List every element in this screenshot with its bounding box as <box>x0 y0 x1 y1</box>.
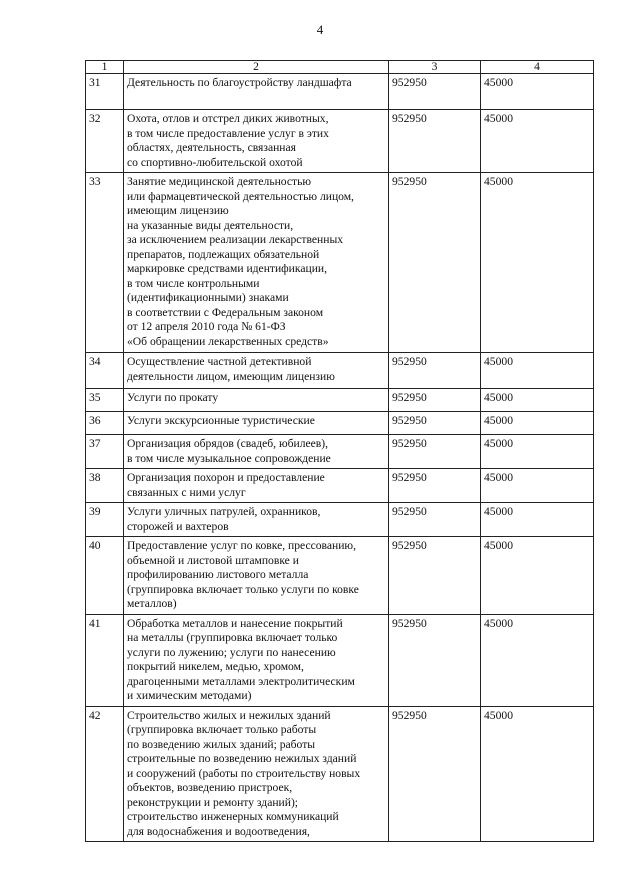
row-code: 952950 <box>389 74 481 110</box>
row-description: Осуществление частной детективной деятельности лицом, имеющим лицензию <box>124 353 389 389</box>
row-number: 35 <box>86 389 124 412</box>
row-number: 37 <box>86 435 124 469</box>
table-header-row <box>86 61 594 74</box>
row-amount: 45000 <box>481 412 594 435</box>
table-row <box>86 706 594 842</box>
row-amount: 45000 <box>481 435 594 469</box>
row-number: 41 <box>86 614 124 706</box>
row-code: 952950 <box>389 503 481 537</box>
row-number: 38 <box>86 469 124 503</box>
row-code: 952950 <box>389 614 481 706</box>
row-code: 952950 <box>389 435 481 469</box>
row-description: Услуги уличных патрулей, охранников, сторожей и вахтеров <box>124 503 389 537</box>
row-code: 952950 <box>389 469 481 503</box>
table-row <box>86 74 594 110</box>
row-description: Услуги экскурсионные туристические <box>124 412 389 435</box>
table-row <box>86 537 594 615</box>
row-description: Обработка металлов и нанесение покрытий на металлы (группировка включает только услуги по лужению; услуги по нанесению покрытий никелем, медью, хромом, драгоценными металлами электролитическим и химическим методами) <box>124 614 389 706</box>
row-amount: 45000 <box>481 614 594 706</box>
row-description: Занятие медицинской деятельностью или фармацевтической деятельностью лицом, имеющим лицензию на указанные виды деятельности, за исключением реализации лекарственных препаратов, подлежащих обязательной маркировке средствами идентификации, в том числе контрольными (идентификационными) знаками в соответствии с Федеральным законом от 12 апреля 2010 года № 61-ФЗ «Об обращении лекарственных средств» <box>124 173 389 353</box>
row-amount: 45000 <box>481 353 594 389</box>
table-body <box>86 74 594 842</box>
row-number: 39 <box>86 503 124 537</box>
row-description: Организация похорон и предоставление связанных с ними услуг <box>124 469 389 503</box>
row-number: 40 <box>86 537 124 615</box>
column-header-4: 4 <box>481 61 594 74</box>
row-amount: 45000 <box>481 389 594 412</box>
table-row <box>86 412 594 435</box>
row-description: Услуги по прокату <box>124 389 389 412</box>
row-code: 952950 <box>389 706 481 842</box>
row-code: 952950 <box>389 110 481 173</box>
row-code: 952950 <box>389 537 481 615</box>
table-row <box>86 353 594 389</box>
table-row <box>86 503 594 537</box>
row-number: 33 <box>86 173 124 353</box>
row-description: Предоставление услуг по ковке, прессованию, объемной и листовой штамповке и профилированию листового металла (группировка включает только услуги по ковке металлов) <box>124 537 389 615</box>
tax-rate-table <box>85 60 594 842</box>
table-row <box>86 173 594 353</box>
table-row <box>86 614 594 706</box>
page-number: 4 <box>316 22 324 37</box>
column-header-3: 3 <box>389 61 481 74</box>
table-row <box>86 389 594 412</box>
table-row <box>86 469 594 503</box>
row-code: 952950 <box>389 353 481 389</box>
row-description: Строительство жилых и нежилых зданий (группировка включает только работы по возведению жилых зданий; работы строительные по возведению нежилых зданий и сооружений (работы по строительству новых объектов, возведению пристроек, реконструкции и ремонту зданий); строительство инженерных коммуникаций для водоснабжения и водоотведения, <box>124 706 389 842</box>
row-amount: 45000 <box>481 74 594 110</box>
row-amount: 45000 <box>481 110 594 173</box>
row-number: 34 <box>86 353 124 389</box>
row-amount: 45000 <box>481 537 594 615</box>
row-code: 952950 <box>389 412 481 435</box>
table-row <box>86 435 594 469</box>
row-amount: 45000 <box>481 706 594 842</box>
row-amount: 45000 <box>481 173 594 353</box>
row-number: 31 <box>86 74 124 110</box>
row-number: 36 <box>86 412 124 435</box>
row-description: Организация обрядов (свадеб, юбилеев), в том числе музыкальное сопровождение <box>124 435 389 469</box>
row-code: 952950 <box>389 389 481 412</box>
row-code: 952950 <box>389 173 481 353</box>
column-header-2: 2 <box>124 61 389 74</box>
row-number: 32 <box>86 110 124 173</box>
row-amount: 45000 <box>481 503 594 537</box>
row-amount: 45000 <box>481 469 594 503</box>
column-header-1: 1 <box>86 61 124 74</box>
row-number: 42 <box>86 706 124 842</box>
row-description: Охота, отлов и отстрел диких животных, в том числе предоставление услуг в этих областях, деятельность, связанная со спортивно-любительской охотой <box>124 110 389 173</box>
row-description: Деятельность по благоустройству ландшафта <box>124 74 389 110</box>
table-row <box>86 110 594 173</box>
